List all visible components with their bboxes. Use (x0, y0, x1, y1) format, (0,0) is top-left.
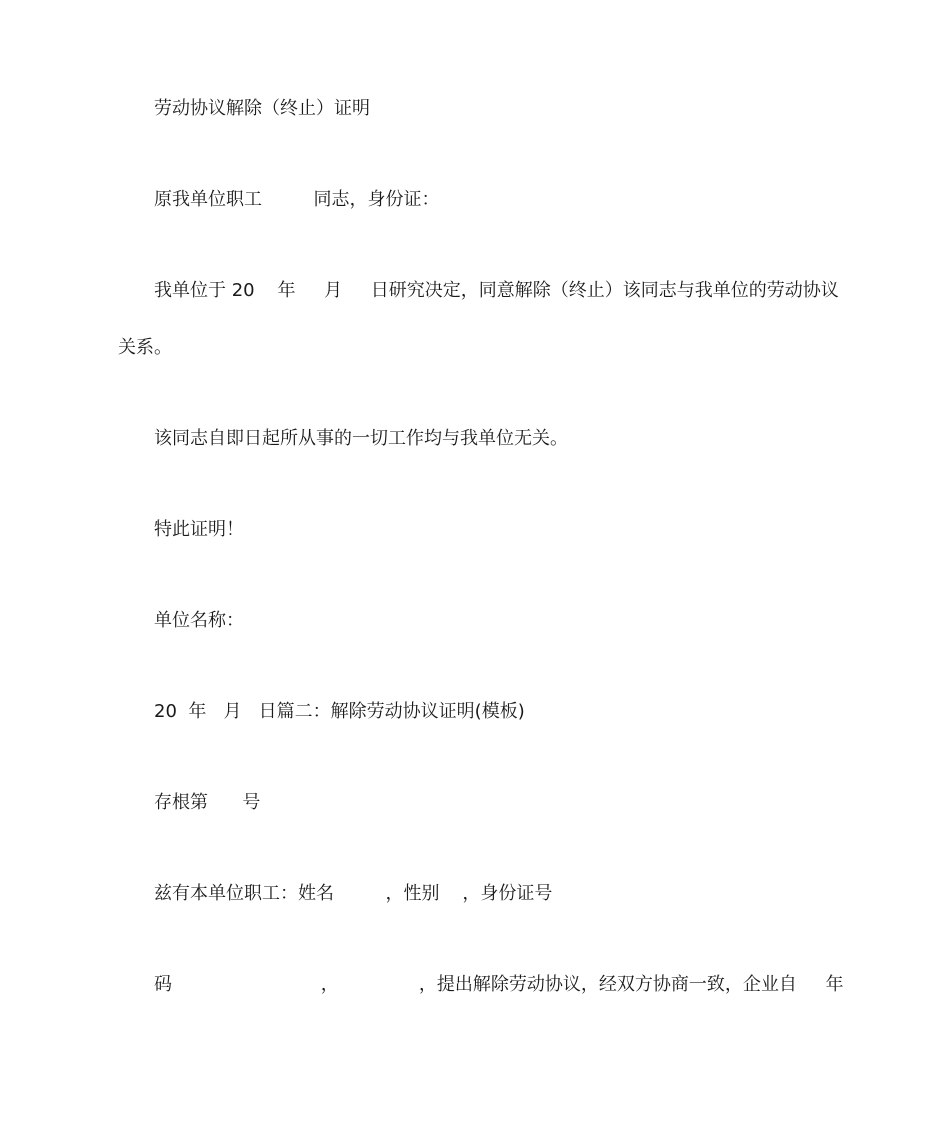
date-and-section-heading: 20 年 月 日篇二：解除劳动协议证明(模板) (154, 701, 525, 722)
document-title: 劳动协议解除（终止）证明 (154, 98, 370, 119)
stub-number: 存根第 号 (154, 792, 261, 813)
decision-line-continued: 关系。 (118, 337, 172, 358)
certify-statement: 特此证明！ (154, 519, 244, 540)
employee-line: 原我单位职工 同志，身份证： (154, 189, 440, 210)
unit-name-field: 单位名称： (154, 610, 244, 631)
unrelated-statement: 该同志自即日起所从事的一切工作均与我单位无关。 (154, 428, 568, 449)
decision-line: 我单位于 20 年 月 日研究决定，同意解除（终止）该同志与我单位的劳动协议 (154, 280, 839, 301)
employee-info-line: 兹有本单位职工：姓名 ，性别 ，身份证号 (154, 883, 553, 904)
id-number-line: 码 ， ，提出解除劳动协议，经双方协商一致，企业自 年 (154, 974, 844, 995)
